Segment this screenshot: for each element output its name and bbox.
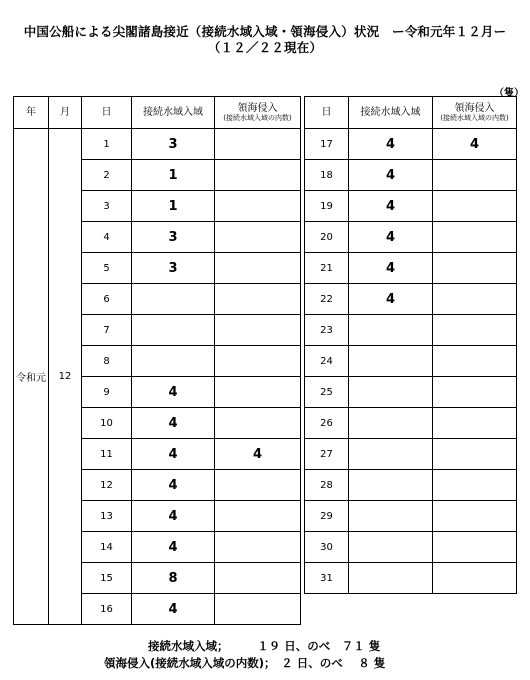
contiguous-cell — [349, 439, 433, 470]
territorial-cell: 4 — [215, 439, 301, 470]
day-cell: 14 — [82, 532, 132, 563]
territorial-cell — [215, 129, 301, 160]
territorial-cell — [433, 377, 517, 408]
day-cell: 25 — [305, 377, 349, 408]
table-row — [305, 160, 517, 191]
contiguous-cell: 8 — [132, 563, 215, 594]
contiguous-cell — [349, 532, 433, 563]
header-year: 年 — [14, 97, 49, 129]
territorial-cell — [215, 377, 301, 408]
territorial-cell — [433, 439, 517, 470]
day-cell: 20 — [305, 222, 349, 253]
header-row — [305, 97, 517, 129]
table-row — [305, 563, 517, 594]
era-cell: 令和元 — [14, 129, 49, 625]
territorial-cell — [433, 563, 517, 594]
territorial-cell — [215, 160, 301, 191]
contiguous-cell: 4 — [132, 377, 215, 408]
territorial-cell: 4 — [433, 129, 517, 160]
day-cell: 27 — [305, 439, 349, 470]
territorial-cell — [433, 408, 517, 439]
right-table-body — [305, 129, 517, 594]
day-cell: 19 — [305, 191, 349, 222]
contiguous-cell — [349, 501, 433, 532]
table-days-1-16 — [13, 96, 301, 625]
day-cell: 21 — [305, 253, 349, 284]
month-cell: 12 — [49, 129, 82, 625]
contiguous-cell: 3 — [132, 253, 215, 284]
table-row — [305, 408, 517, 439]
day-cell: 13 — [82, 501, 132, 532]
day-cell: 16 — [82, 594, 132, 625]
day-cell: 26 — [305, 408, 349, 439]
territorial-cell — [433, 315, 517, 346]
contiguous-cell: 1 — [132, 191, 215, 222]
day-cell: 6 — [82, 284, 132, 315]
contiguous-cell — [349, 377, 433, 408]
territorial-cell — [433, 222, 517, 253]
day-cell: 5 — [82, 253, 132, 284]
summary-territorial: 領海侵入(接続水域入域の内数)； ２ 日、のべ ８ 隻 — [104, 656, 386, 670]
day-cell: 8 — [82, 346, 132, 377]
contiguous-cell: 4 — [132, 501, 215, 532]
contiguous-cell — [132, 284, 215, 315]
day-cell: 24 — [305, 346, 349, 377]
table-row — [305, 501, 517, 532]
header-day: 日 — [82, 97, 132, 129]
day-cell: 17 — [305, 129, 349, 160]
contiguous-cell — [349, 563, 433, 594]
territorial-cell — [433, 191, 517, 222]
day-cell: 12 — [82, 470, 132, 501]
contiguous-cell: 4 — [349, 222, 433, 253]
territorial-cell — [215, 408, 301, 439]
territorial-cell — [215, 253, 301, 284]
table-row — [305, 253, 517, 284]
contiguous-cell: 4 — [349, 160, 433, 191]
day-cell: 29 — [305, 501, 349, 532]
header-territorial-sub: (接続水域入域の内数) — [223, 114, 292, 122]
contiguous-cell — [349, 408, 433, 439]
table-row — [305, 532, 517, 563]
table-row — [305, 315, 517, 346]
summary-contiguous: 接続水域入域； １９ 日、のべ ７１ 隻 — [148, 639, 381, 653]
territorial-cell — [433, 532, 517, 563]
territorial-cell — [215, 346, 301, 377]
header-territorial-main: 領海侵入 — [454, 103, 495, 114]
day-cell: 11 — [82, 439, 132, 470]
territorial-cell — [433, 346, 517, 377]
territorial-cell — [215, 532, 301, 563]
territorial-cell — [433, 284, 517, 315]
contiguous-cell — [349, 346, 433, 377]
day-cell: 28 — [305, 470, 349, 501]
day-cell: 4 — [82, 222, 132, 253]
header-row — [14, 97, 301, 129]
header-contiguous: 接続水域入域 — [132, 97, 215, 129]
day-cell: 10 — [82, 408, 132, 439]
day-cell: 22 — [305, 284, 349, 315]
territorial-cell — [215, 501, 301, 532]
contiguous-cell: 4 — [349, 129, 433, 160]
day-cell: 15 — [82, 563, 132, 594]
territorial-cell — [433, 253, 517, 284]
document-date: （１２／２２現在） — [207, 40, 323, 55]
table-days-17-31 — [304, 96, 517, 594]
contiguous-cell: 4 — [349, 191, 433, 222]
territorial-cell — [215, 470, 301, 501]
day-cell: 3 — [82, 191, 132, 222]
table-row — [14, 129, 301, 160]
territorial-cell — [215, 594, 301, 625]
left-table-body — [14, 129, 301, 625]
day-cell: 23 — [305, 315, 349, 346]
contiguous-cell: 4 — [132, 439, 215, 470]
contiguous-cell: 4 — [132, 594, 215, 625]
day-cell: 2 — [82, 160, 132, 191]
contiguous-cell — [349, 470, 433, 501]
territorial-cell — [215, 191, 301, 222]
contiguous-cell — [132, 315, 215, 346]
day-cell: 9 — [82, 377, 132, 408]
territorial-cell — [433, 160, 517, 191]
table-row — [305, 129, 517, 160]
contiguous-cell — [132, 346, 215, 377]
header-territorial — [433, 97, 517, 129]
header-day: 日 — [305, 97, 349, 129]
territorial-cell — [215, 315, 301, 346]
header-territorial — [215, 97, 301, 129]
contiguous-cell: 4 — [132, 470, 215, 501]
header-territorial-main: 領海侵入 — [237, 103, 278, 114]
day-cell: 1 — [82, 129, 132, 160]
document-title: 中国公船による尖閣諸島接近（接続水域入域・領海侵入）状況 ー令和元年１２月ー — [23, 24, 507, 39]
contiguous-cell: 3 — [132, 129, 215, 160]
contiguous-cell: 1 — [132, 160, 215, 191]
territorial-cell — [433, 470, 517, 501]
day-cell: 30 — [305, 532, 349, 563]
table-row — [305, 439, 517, 470]
contiguous-cell: 4 — [132, 532, 215, 563]
day-cell: 18 — [305, 160, 349, 191]
day-cell: 31 — [305, 563, 349, 594]
header-month: 月 — [49, 97, 82, 129]
header-territorial-sub: (接続水域入域の内数) — [440, 114, 509, 122]
day-cell: 7 — [82, 315, 132, 346]
table-row — [305, 191, 517, 222]
contiguous-cell: 4 — [349, 253, 433, 284]
territorial-cell — [215, 222, 301, 253]
contiguous-cell: 4 — [349, 284, 433, 315]
table-row — [305, 470, 517, 501]
header-contiguous: 接続水域入域 — [349, 97, 433, 129]
territorial-cell — [433, 501, 517, 532]
table-row — [305, 377, 517, 408]
contiguous-cell — [349, 315, 433, 346]
table-row — [305, 346, 517, 377]
contiguous-cell: 4 — [132, 408, 215, 439]
contiguous-cell: 3 — [132, 222, 215, 253]
territorial-cell — [215, 563, 301, 594]
table-row — [305, 284, 517, 315]
unit-label: （隻） — [494, 88, 524, 99]
table-row — [305, 222, 517, 253]
territorial-cell — [215, 284, 301, 315]
